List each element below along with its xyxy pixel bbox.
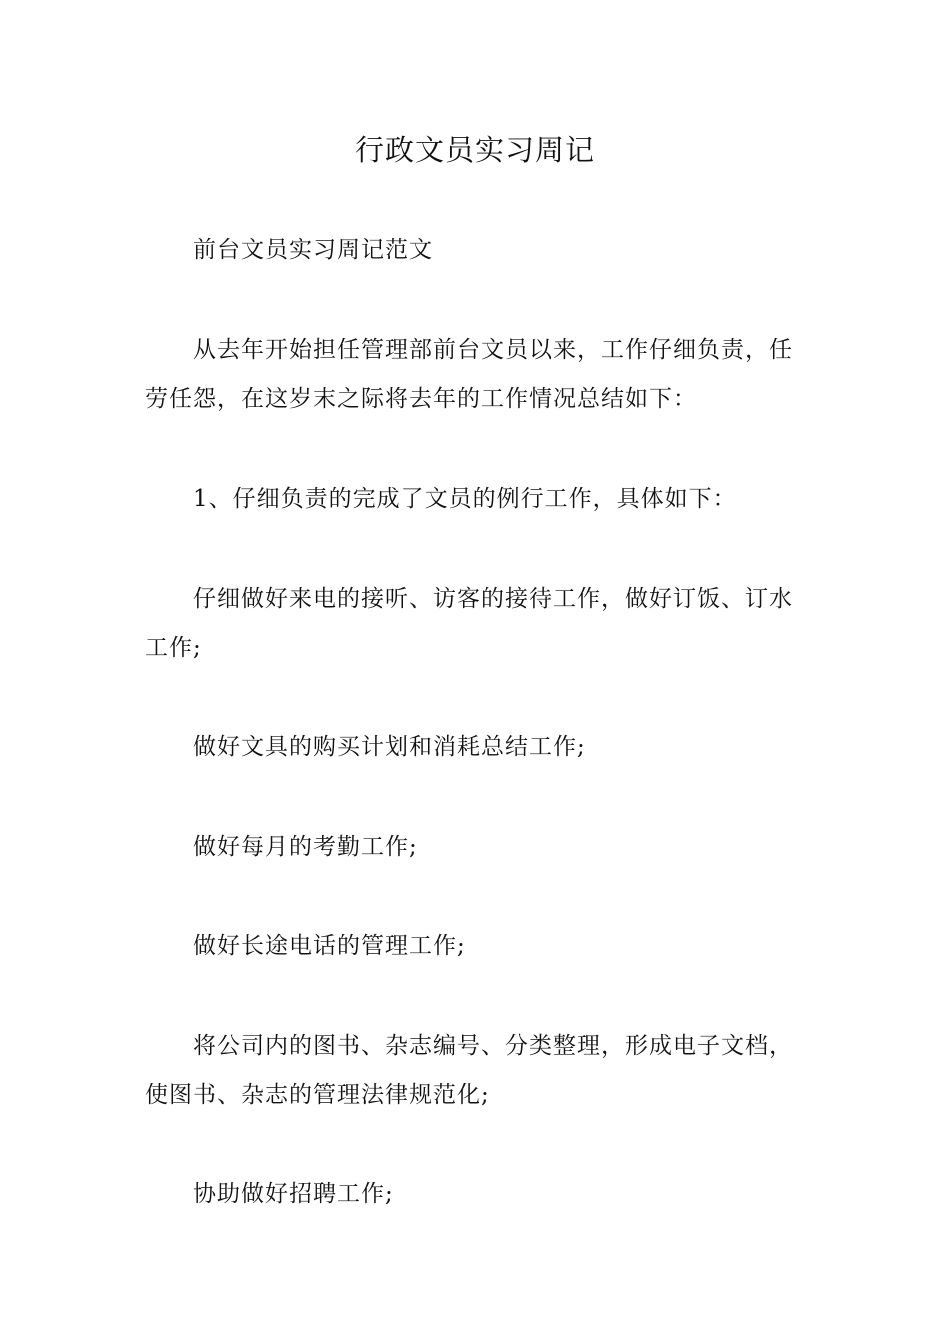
paragraph-recruitment: 协助做好招聘工作; <box>193 1181 394 1207</box>
paragraph-intro: 从去年开始担任管理部前台文员以来，工作仔细负责，任劳任怨，在这岁末之际将去年的工作情况总结如下： <box>145 337 793 412</box>
document-title: 行政文员实习周记 <box>354 133 595 167</box>
paragraph-subtitle: 前台文员实习周记范文 <box>193 237 433 263</box>
paragraph-attendance: 做好每月的考勤工作; <box>193 834 418 860</box>
paragraph-stationery: 做好文具的购买计划和消耗总结工作; <box>193 734 586 760</box>
paragraph-phone-visitors: 仔细做好来电的接听、访客的接待工作，做好订饭、订水工作; <box>145 586 793 661</box>
paragraph-library: 将公司内的图书、杂志编号、分类整理，形成电子文档，使图书、杂志的管理法律规范化; <box>145 1033 793 1108</box>
paragraph-long-distance: 做好长途电话的管理工作; <box>193 933 466 959</box>
paragraph-item-1: 1、仔细负责的完成了文员的例行工作，具体如下： <box>193 486 737 512</box>
